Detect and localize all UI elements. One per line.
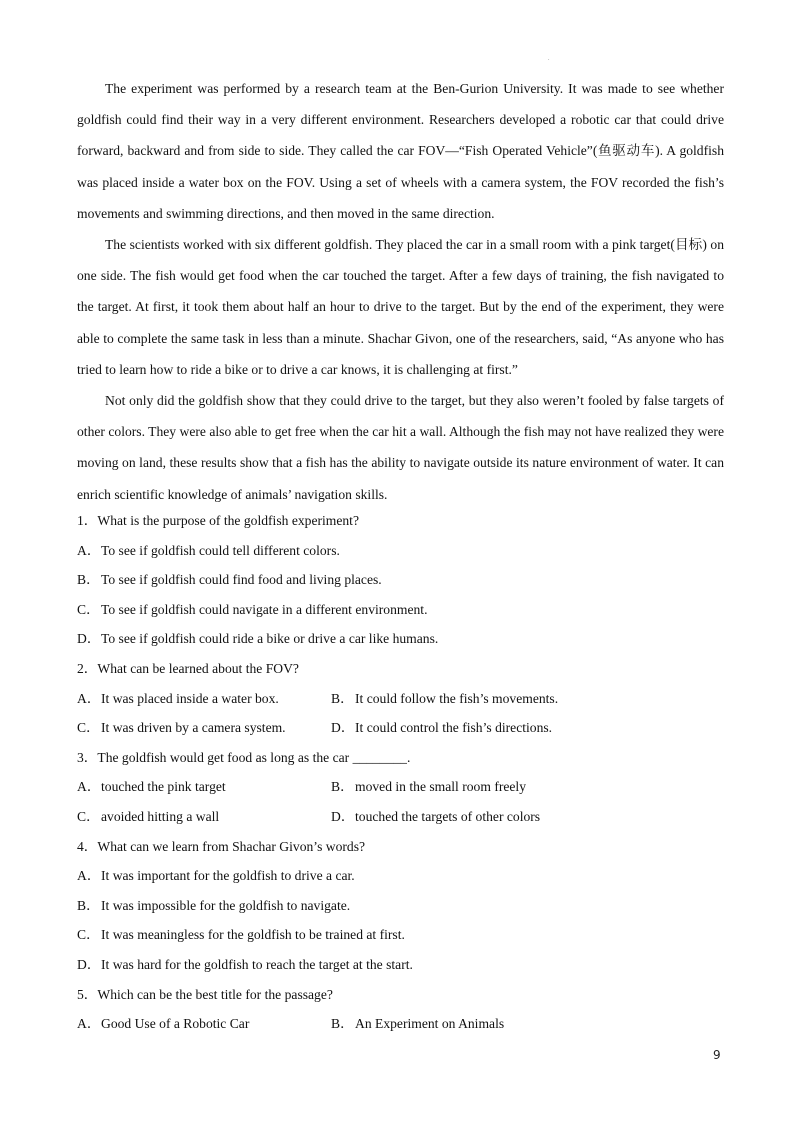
question-2-options-row-1 — [77, 684, 724, 714]
reading-passage — [77, 73, 724, 510]
question-4-stem: 4．What can we learn from Shachar Givon’s words? — [77, 838, 366, 854]
option-label: B． — [331, 779, 354, 795]
question-2-option-b[interactable] — [331, 684, 558, 714]
question-3-option-d[interactable] — [331, 802, 540, 832]
question-1-option-b[interactable] — [77, 565, 724, 595]
question-1-option-a[interactable] — [77, 536, 724, 566]
option-label: C． — [77, 927, 100, 943]
option-label: B． — [77, 572, 100, 588]
question-2-option-c[interactable] — [77, 713, 331, 743]
option-text: It was meaningless for the goldfish to be trained at first. — [101, 927, 405, 943]
option-label: D． — [331, 720, 355, 736]
question-3-options-row-2 — [77, 802, 724, 832]
option-label: D． — [77, 631, 101, 647]
question-5-option-a[interactable] — [77, 1009, 331, 1039]
question-4-option-b[interactable] — [77, 891, 724, 921]
option-text: It could follow the fish’s movements. — [355, 690, 559, 706]
question-5-stem: 5．Which can be the best title for the passage? — [77, 986, 333, 1002]
option-text: Good Use of a Robotic Car — [101, 1016, 250, 1032]
question-3-option-a[interactable] — [77, 772, 331, 802]
option-label: C． — [77, 808, 100, 824]
option-label: A． — [77, 779, 101, 795]
option-label: A． — [77, 690, 101, 706]
question-3-option-c[interactable] — [77, 802, 331, 832]
question-2-option-d[interactable] — [331, 713, 552, 743]
option-text: It was impossible for the goldfish to navigate. — [101, 897, 351, 913]
option-text: An Experiment on Animals — [355, 1016, 505, 1032]
question-list — [77, 506, 724, 1039]
question-3-stem: 3．The goldfish would get food as long as the car ________. — [77, 749, 411, 765]
option-text: It was hard for the goldfish to reach the target at the start. — [101, 956, 413, 972]
option-text: To see if goldfish could tell different colors. — [101, 542, 340, 558]
question-1-stem: 1．What is the purpose of the goldfish experiment? — [77, 513, 359, 528]
option-label: B． — [331, 1016, 354, 1032]
passage-paragraph-3: Not only did the goldfish show that they could drive to the target, but they also weren’t fooled by false targets of other colors. They were also able to get free when the car hit a wall. Although the fish may not have realized they were moving on land, these results show that a fish has the ability to navigate outside its nature environment of water. It can enrich scientific knowledge of animals’ navigation skills. — [77, 393, 724, 502]
option-text: It was important for the goldfish to drive a car. — [101, 868, 355, 884]
option-text: To see if goldfish could find food and living places. — [101, 572, 382, 588]
option-text: To see if goldfish could navigate in a different environment. — [101, 601, 428, 617]
option-label: B． — [331, 690, 354, 706]
option-label: C． — [77, 601, 100, 617]
option-text: It was driven by a camera system. — [101, 720, 286, 736]
question-4-option-a[interactable] — [77, 861, 724, 891]
option-label: C． — [77, 720, 100, 736]
option-text: touched the targets of other colors — [355, 808, 541, 824]
option-text: avoided hitting a wall — [101, 808, 220, 824]
passage-paragraph-2: The scientists worked with six different goldfish. They placed the car in a small room with a pink target(目标) on one side. The fish would get food when the car touched the target. After a few days of training, the fish navigated to the target. At first, it took them about half an hour to drive to the target. But by the end of the experiment, they were able to complete the same task in less than a minute. Shachar Givon, one of the researchers, said, “As anyone who has tried to learn how to ride a bike or to drive a car knows, it is challenging at first.” — [77, 237, 724, 377]
question-4-option-c[interactable] — [77, 920, 724, 950]
option-text: It could control the fish’s directions. — [355, 720, 553, 736]
question-2-stem: 2．What can be learned about the FOV? — [77, 660, 299, 676]
option-label: A． — [77, 1016, 101, 1032]
stray-dot: . — [548, 56, 550, 62]
question-3-option-b[interactable] — [331, 772, 526, 802]
option-text: To see if goldfish could ride a bike or drive a car like humans. — [101, 631, 439, 647]
question-2-option-a[interactable] — [77, 684, 331, 714]
option-text: moved in the small room freely — [355, 779, 527, 795]
option-text: It was placed inside a water box. — [101, 690, 279, 706]
option-label: B． — [77, 897, 100, 913]
option-label: A． — [77, 542, 101, 558]
passage-paragraph-1: The experiment was performed by a research team at the Ben-Gurion University. It was made to see whether goldfish could find their way in a very different environment. Researchers developed a robotic car that could drive forward, backward and from side to side. They called the car FOV—“Fish Operated Vehicle”(鱼驱动车). A goldfish was placed inside a water box on the FOV. Using a set of wheels with a camera system, the FOV recorded the fish’s movements and swimming directions, and then moved in the same direction. — [77, 81, 724, 221]
question-4-option-d[interactable] — [77, 950, 724, 980]
question-2-options-row-2 — [77, 713, 724, 743]
option-label: A． — [77, 868, 101, 884]
option-label: D． — [77, 956, 101, 972]
option-text: touched the pink target — [101, 779, 226, 795]
question-1-option-c[interactable] — [77, 595, 724, 625]
option-label: D． — [331, 808, 355, 824]
page-number: 9 — [713, 1048, 721, 1062]
question-3-options-row-1 — [77, 772, 724, 802]
question-1-option-d[interactable] — [77, 624, 724, 654]
question-5-option-b[interactable] — [331, 1009, 504, 1039]
question-5-options-row-1 — [77, 1009, 724, 1039]
